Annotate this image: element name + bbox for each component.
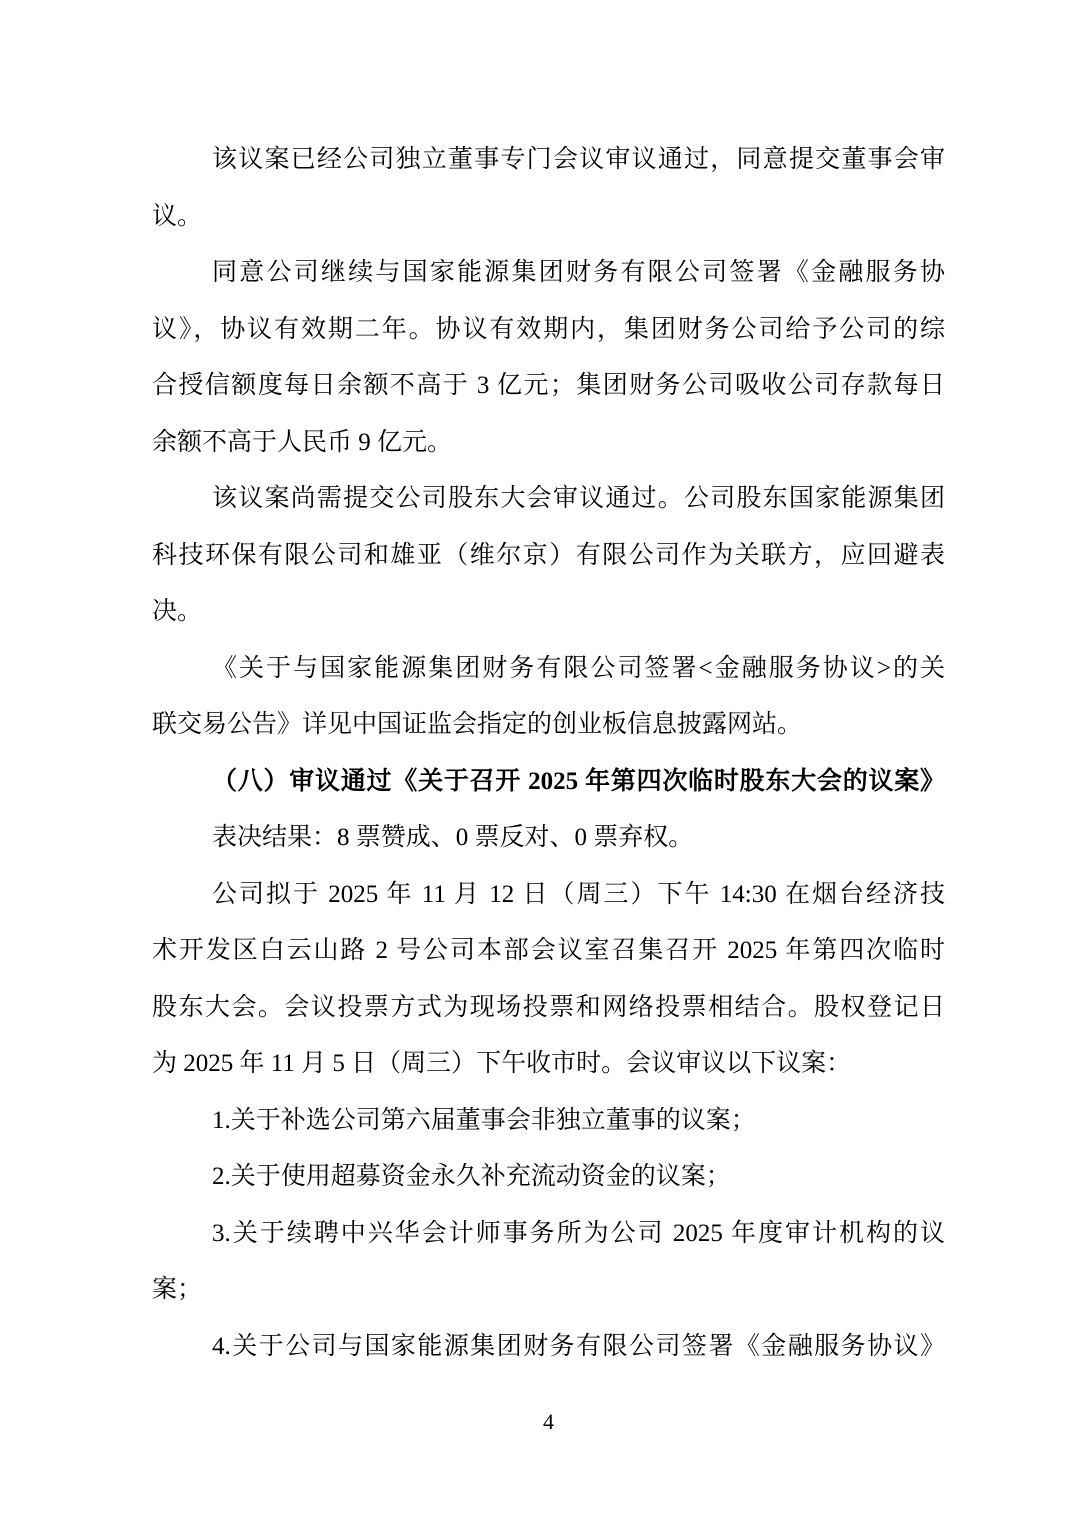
paragraph (152, 1093, 945, 1150)
text-line: 案； (152, 1276, 203, 1303)
paragraph (152, 132, 945, 245)
text-line: 4.关于公司与国家能源集团财务有限公司签署《金融服务协议》 (212, 1332, 945, 1360)
text-line: 1.关于补选公司第六届董事会非独立董事的议案； (212, 1106, 756, 1134)
paragraph (152, 1319, 945, 1376)
text-line: 为 2025 年 11 月 5 日（周三）下午收市时。会议审议以下议案： (152, 1050, 852, 1077)
text-line: （八）审议通过《关于召开 2025 年第四次临时股东大会的议案》 (212, 767, 945, 795)
document-body (152, 132, 945, 1375)
paragraph (152, 867, 945, 1093)
text-line: 该议案尚需提交公司股东大会审议通过。公司股东国家能源集团 (212, 485, 945, 512)
text-line: 该议案已经公司独立董事专门会议审议通过，同意提交董事会审 (212, 146, 945, 173)
section-heading (152, 754, 945, 811)
page-number: 4 (543, 1409, 554, 1434)
text-line: 表决结果：8 票赞成、0 票反对、0 票弃权。 (212, 824, 694, 851)
paragraph (152, 1206, 945, 1319)
paragraph (152, 471, 945, 641)
paragraph (152, 641, 945, 754)
text-line: 3.关于续聘中兴华会计师事务所为公司 2025 年度审计机构的议 (212, 1219, 945, 1247)
paragraph (152, 245, 945, 471)
text-line: 术开发区白云山路 2 号公司本部会议室召集召开 2025 年第四次临时 (152, 937, 945, 964)
text-line: 联交易公告》详见中国证监会指定的创业板信息披露网站。 (152, 711, 803, 738)
text-line: 《关于与国家能源集团财务有限公司签署<金融服务协议>的关 (212, 654, 945, 682)
text-line: 合授信额度每日余额不高于 3 亿元；集团财务公司吸收公司存款每日 (152, 372, 945, 399)
text-line: 2.关于使用超募资金永久补充流动资金的议案； (212, 1163, 731, 1190)
text-line: 议。 (152, 202, 203, 230)
text-line: 议》，协议有效期二年。协议有效期内，集团财务公司给予公司的综 (152, 315, 945, 343)
text-line: 同意公司继续与国家能源集团财务有限公司签署《金融服务协 (212, 259, 945, 286)
paragraph (152, 1149, 945, 1206)
text-line: 科技环保有限公司和雄亚（维尔京）有限公司作为关联方，应回避表 (152, 541, 945, 569)
paragraph (152, 810, 945, 867)
text-line: 股东大会。会议投票方式为现场投票和网络投票相结合。股权登记日 (152, 993, 945, 1021)
text-line: 决。 (152, 598, 203, 625)
text-line: 余额不高于人民币 9 亿元。 (152, 428, 453, 456)
text-line: 公司拟于 2025 年 11 月 12 日（周三）下午 14:30 在烟台经济技 (212, 880, 945, 908)
